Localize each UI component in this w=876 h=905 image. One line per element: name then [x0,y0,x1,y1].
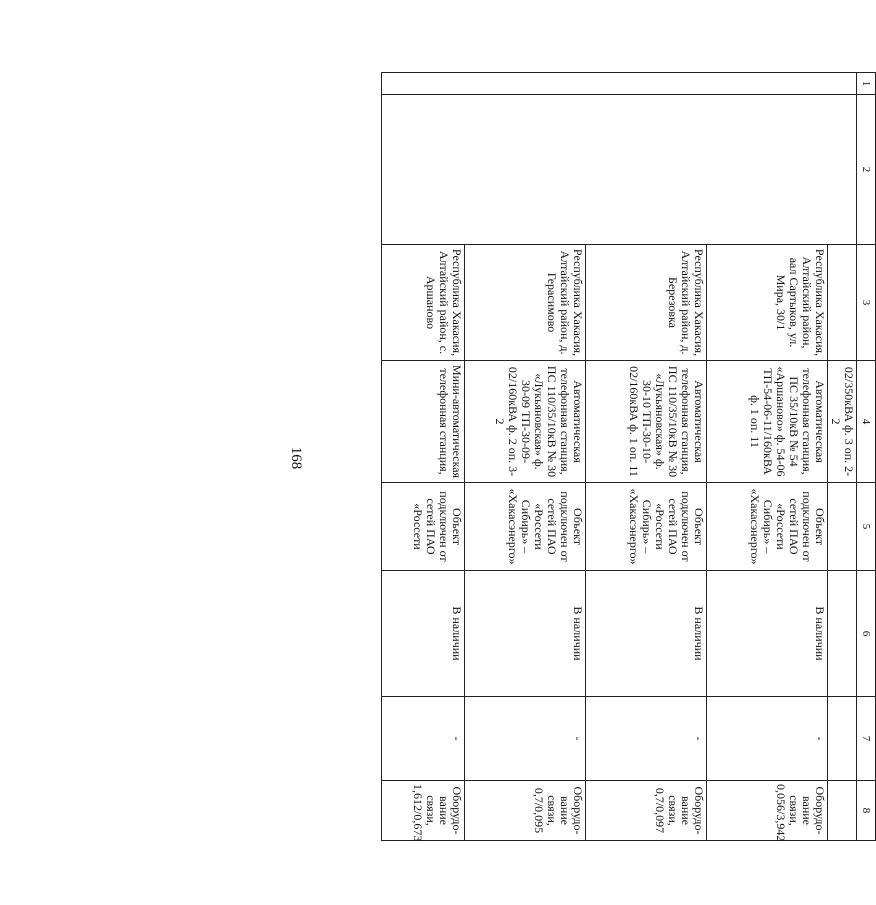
cell-col7: - [586,697,707,781]
cell-connection: Объект подключен от сетей ПАО «Россети Сибирь» – «Хакасэнерго» [586,483,707,571]
table-row [382,73,465,841]
cell-equipment: Оборудо-вание связи, 0,7/0,097 [586,781,707,841]
cell-object: Автоматическая телефонная станция, ПС 110/35/10кВ № 30 «Лукьяновская» ф. 30-09 ТП-30-09-02/160кВА ф. 2 оп. 3-2 [465,361,586,483]
cell-availability: В наличии [707,571,828,697]
table-row [586,73,707,841]
cell-address: Республика Хакасия, Алтайский район, аал Сартыков, ул. Мира, 30/1 [707,245,828,361]
header-cell: 7 [857,697,876,781]
empty-cell [828,245,857,361]
cell-availability: В наличии [382,571,465,697]
cell-connection: Объект подключен от сетей ПАО «Россети Сибирь» – «Хакасэнерго» [707,483,828,571]
cell-col1 [465,73,586,95]
rotated-table-frame [411,72,876,842]
cell-availability: В наличии [586,571,707,697]
table-row [707,73,828,841]
cell-col7: - [382,697,465,781]
table-header-row [857,73,876,841]
table-row [465,73,586,841]
empty-cell [828,95,857,245]
cell-col2 [586,95,707,245]
cell-object: Автоматическая телефонная станция, ПС 110/35/10кВ № 30 «Лукьяновская» ф. 30-10 ТП-30-10-02/160кВА ф. 1 оп. 11 [586,361,707,483]
header-cell: 1 [857,73,876,95]
page-number: 168 [288,446,304,470]
cell-col2 [707,95,828,245]
header-cell: 2 [857,95,876,245]
cell-equipment: Оборудо-вание связи, 0,7/0,095 [465,781,586,841]
cell-address: Республика Хакасия, Алтайский район, д. Герасимово [465,245,586,361]
empty-cell [828,781,857,841]
cell-connection: Объект подключен от сетей ПАО «Россети Сибирь» – «Хакасэнерго» [465,483,586,571]
cell-object: Мини-автоматическая телефонная станция, [382,361,465,483]
cell-address: Республика Хакасия, Алтайский район, с. Аршаново [382,245,465,361]
empty-cell [828,73,857,95]
equipment-table [381,72,876,841]
header-cell: 8 [857,781,876,841]
continuation-text: 02/350кВА ф. 3 оп. 2-2 [828,361,857,483]
cell-col7: - [465,697,586,781]
cell-col1 [586,73,707,95]
cell-availability: В наличии [465,571,586,697]
cell-col2 [465,95,586,245]
cell-equipment: Оборудо-вание связи, 0,056/3,942 [707,781,828,841]
continuation-row [828,73,857,841]
cell-col7: - [707,697,828,781]
cell-connection: Объект подключен от сетей ПАО «Россети [382,483,465,571]
header-cell: 4 [857,361,876,483]
cell-col1 [382,73,465,95]
empty-cell [828,697,857,781]
header-cell: 3 [857,245,876,361]
cell-col2 [382,95,465,245]
header-cell: 5 [857,483,876,571]
cell-address: Республика Хакасия, Алтайский район, д. Березовка [586,245,707,361]
empty-cell [828,483,857,571]
cell-col1 [707,73,828,95]
cell-equipment: Оборудо-вание связи, 1,612/0,673 [382,781,465,841]
cell-object: Автоматическая телефонная станция, ПС 35/10кВ № 54 «Аршаново» ф. 54-06 ТП-54-06-11/160кВА ф. 1 оп. 11 [707,361,828,483]
empty-cell [828,571,857,697]
header-cell: 6 [857,571,876,697]
